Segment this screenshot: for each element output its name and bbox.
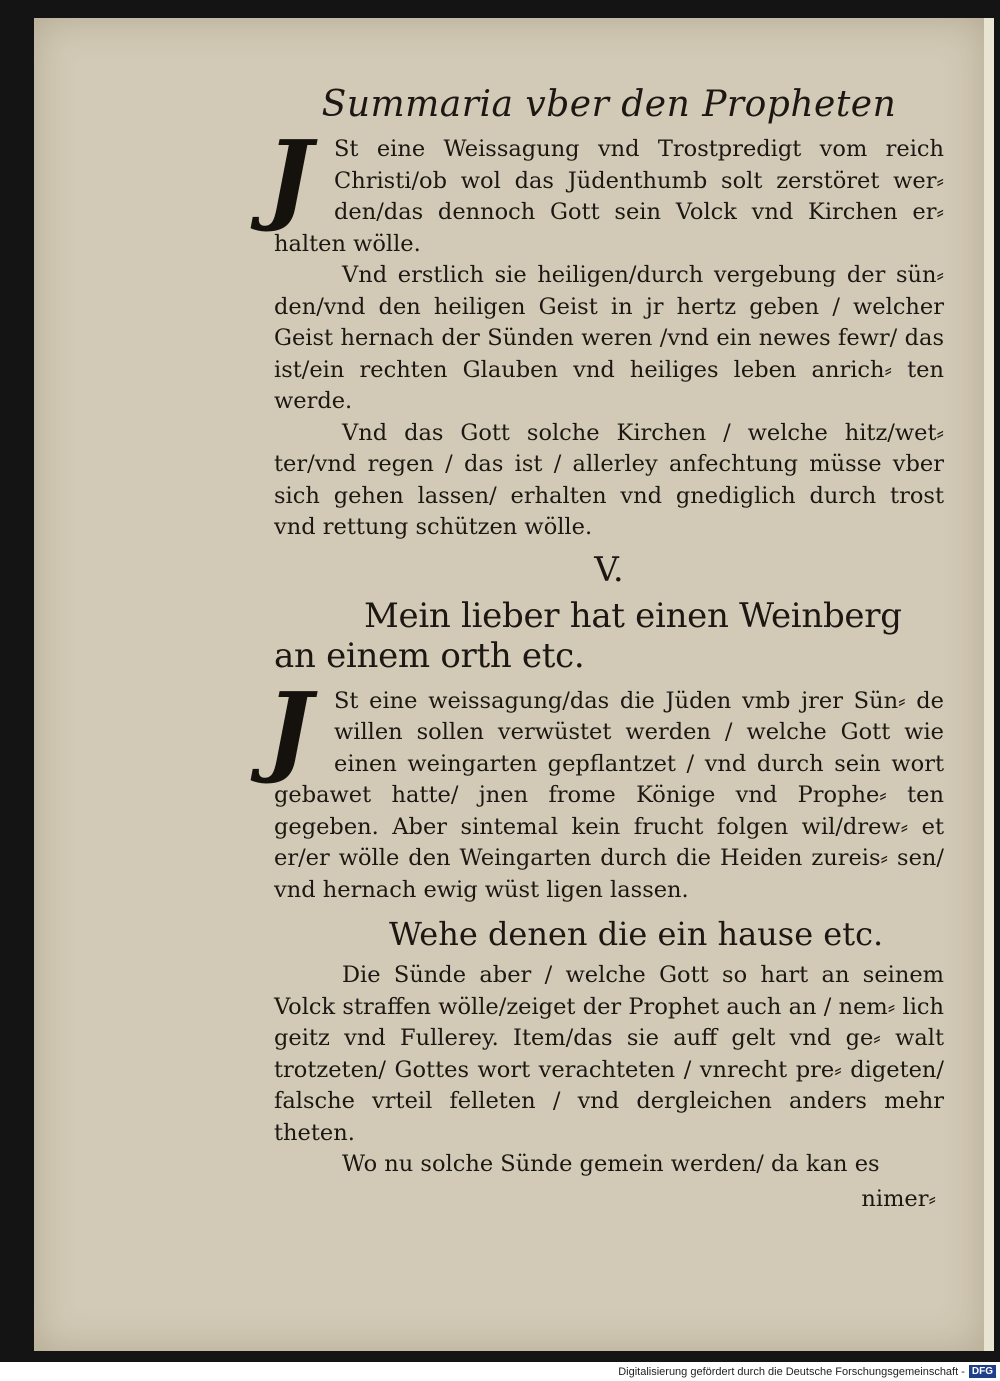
lemma-heading-two: Wehe denen die ein hause etc.: [389, 915, 884, 953]
paragraph: Vnd das Gott solche Kirchen / welche hitz/wet⸗ ter/vnd regen / das ist / allerley anfechtung müsse vber sich gehen lassen/ erhalten vnd gnediglich durch trost vnd rettung schützen wölle.: [274, 419, 944, 540]
catchword: nimer⸗: [861, 1185, 936, 1212]
footer-text: Digitalisierung gefördert durch die Deutsche Forschungsgemeinschaft -: [618, 1365, 965, 1378]
lemma-heading: Mein lieber hat einen Weinberg an einem orth etc.: [274, 595, 902, 676]
section-one: [266, 120, 944, 544]
paragraph: Die Sünde aber / welche Gott so hart an seinem Volck straffen wölle/zeiget der Prophet auch an / nem⸗ lich geitz vnd Fullerey. Item/das sie auff gelt vnd ge⸗ walt trotzeten/ Gottes wort verachteten / vnrecht pre⸗ digeten/ falsche vrteil felleten / vnd dergleichen anders mehr theten.: [274, 962, 944, 1146]
paragraph: Vnd erstlich sie heiligen/durch vergebung der sün⸗ den/vnd den heiligen Geist in jr hertz geben / welcher Geist hernach der Sünden weren /vnd ein newes fewr/ das ist/ein rechten Glauben vnd heiliges leben anrich⸗ ten werde.: [274, 262, 944, 414]
section-one-first-paragraph: St eine Weissagung vnd Trostpredigt vom reich Christi/ob wol das Jüdenthumb solt zerstöret wer⸗ den/das dennoch Gott sein Volck vnd Kirchen er⸗ halten wölle.: [274, 136, 944, 257]
page-content: [266, 82, 944, 1215]
section-two-paragraph: St eine weissagung/das die Jüden vmb jrer Sün⸗ de willen sollen verwüstet werden / welche Gott wie einen weingarten gepflantzet / vnd durch sein wort gebawet hatte/ jnen frome Könige vnd Prophe⸗ ten gegeben. Aber sintemal kein frucht folgen wil/drew⸗ et er/er wölle den Weingarten durch die Heiden zureis⸗ sen/ vnd hernach ewig wüst ligen lassen.: [274, 687, 944, 903]
dfg-logo: DFG: [969, 1365, 996, 1378]
chapter-number: V.: [594, 549, 624, 590]
paragraph: Wo nu solche Sünde gemein werden/ da kan es: [342, 1151, 880, 1177]
decorated-initial: J: [266, 671, 313, 787]
decorated-initial: J: [266, 120, 313, 235]
section-two: [266, 671, 944, 907]
footer-bar: [0, 1362, 1000, 1381]
page-edge: [984, 18, 994, 1351]
running-title: Summaria vber den Propheten: [321, 84, 897, 125]
